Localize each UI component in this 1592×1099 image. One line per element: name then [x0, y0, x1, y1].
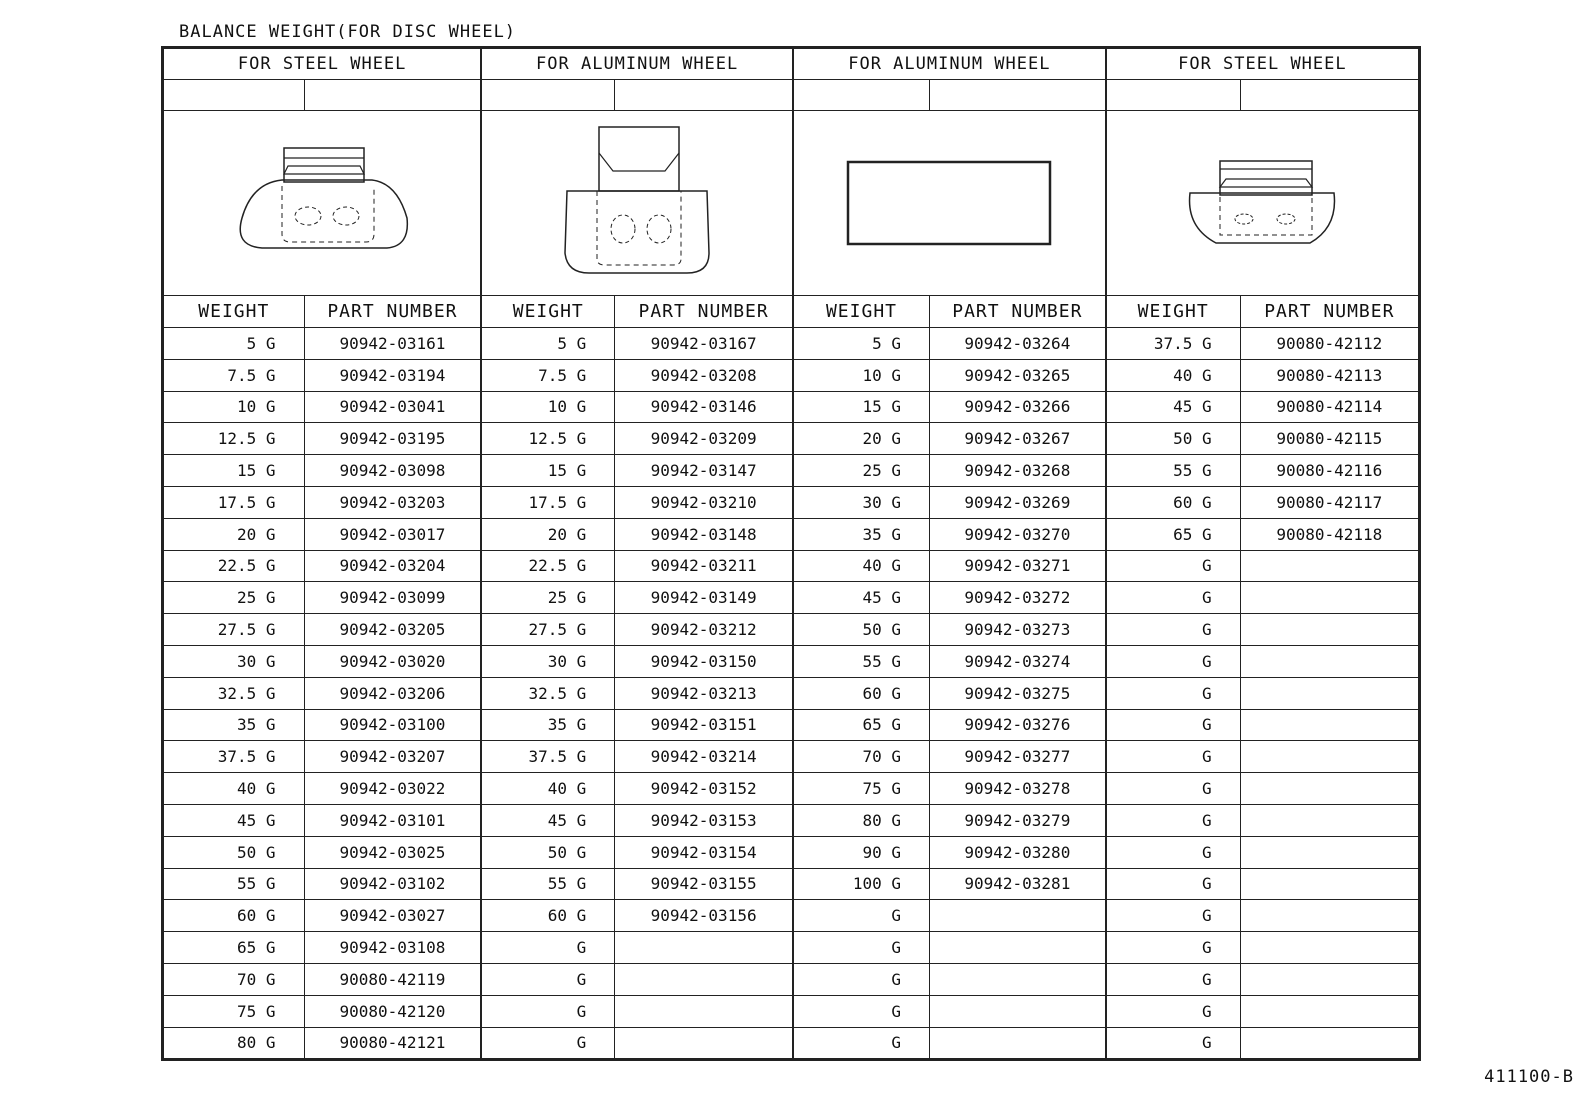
- part-number-cell: [1240, 741, 1418, 773]
- weight-cell: 50 G: [793, 614, 929, 646]
- weight-cell: 40 G: [164, 773, 305, 805]
- weight-cell: 5 G: [793, 328, 929, 360]
- weight-column-header: WEIGHT: [793, 296, 929, 328]
- weight-cell: 45 G: [481, 804, 614, 836]
- weight-cell: 80 G: [164, 1027, 305, 1059]
- part-number-cell: 90942-03206: [304, 677, 481, 709]
- weight-cell: G: [793, 963, 929, 995]
- part-number-cell: 90942-03279: [929, 804, 1105, 836]
- part-number-cell: 90942-03022: [304, 773, 481, 805]
- part-number-cell: 90080-42119: [304, 963, 481, 995]
- part-number-cell: [1240, 709, 1418, 741]
- part-number-column-header: PART NUMBER: [304, 296, 481, 328]
- part-number-cell: 90942-03277: [929, 741, 1105, 773]
- weight-cell: 60 G: [793, 677, 929, 709]
- weight-cell: 50 G: [481, 836, 614, 868]
- weight-cell: G: [1106, 868, 1240, 900]
- part-number-cell: 90942-03098: [304, 455, 481, 487]
- part-number-cell: 90942-03211: [615, 550, 793, 582]
- weight-cell: 25 G: [793, 455, 929, 487]
- aluminum-clip-weight-illustration: [481, 111, 793, 296]
- weight-cell: 55 G: [1106, 455, 1240, 487]
- weight-cell: 17.5 G: [481, 486, 614, 518]
- section-heading: FOR ALUMINUM WHEEL: [481, 49, 793, 80]
- steel-clip-weight-icon: [222, 138, 422, 268]
- part-number-cell: 90942-03153: [615, 804, 793, 836]
- weight-cell: 20 G: [481, 518, 614, 550]
- weight-cell: 45 G: [164, 804, 305, 836]
- blank-cell: [1106, 80, 1240, 111]
- weight-cell: 10 G: [793, 359, 929, 391]
- part-number-cell: 90942-03167: [615, 328, 793, 360]
- part-number-cell: 90942-03281: [929, 868, 1105, 900]
- weight-cell: 27.5 G: [481, 614, 614, 646]
- part-number-cell: [929, 900, 1105, 932]
- table-row: [164, 1027, 1419, 1059]
- weight-cell: 60 G: [164, 900, 305, 932]
- weight-cell: G: [481, 963, 614, 995]
- weight-cell: 20 G: [793, 423, 929, 455]
- adhesive-weight-illustration: [793, 111, 1106, 296]
- table-row: [164, 741, 1419, 773]
- part-number-cell: 90942-03273: [929, 614, 1105, 646]
- part-number-cell: 90942-03274: [929, 645, 1105, 677]
- weight-cell: 55 G: [793, 645, 929, 677]
- weight-cell: 60 G: [1106, 486, 1240, 518]
- weight-cell: 37.5 G: [481, 741, 614, 773]
- section-heading: FOR STEEL WHEEL: [164, 49, 482, 80]
- weight-cell: 30 G: [481, 645, 614, 677]
- table-row: [164, 709, 1419, 741]
- part-number-cell: [1240, 963, 1418, 995]
- aluminum-clip-weight-icon: [537, 123, 737, 283]
- table-row: [164, 995, 1419, 1027]
- weight-cell: 35 G: [164, 709, 305, 741]
- part-number-cell: 90942-03100: [304, 709, 481, 741]
- part-number-cell: 90942-03214: [615, 741, 793, 773]
- weight-cell: G: [1106, 995, 1240, 1027]
- table-row: [164, 645, 1419, 677]
- part-number-column-header: PART NUMBER: [929, 296, 1105, 328]
- weight-cell: 32.5 G: [164, 677, 305, 709]
- part-number-cell: 90080-42118: [1240, 518, 1418, 550]
- part-number-cell: 90942-03267: [929, 423, 1105, 455]
- part-number-cell: 90942-03155: [615, 868, 793, 900]
- weight-cell: 40 G: [481, 773, 614, 805]
- weight-cell: 50 G: [1106, 423, 1240, 455]
- part-number-cell: 90080-42121: [304, 1027, 481, 1059]
- weight-cell: 7.5 G: [164, 359, 305, 391]
- weight-cell: 37.5 G: [1106, 328, 1240, 360]
- section-heading: FOR STEEL WHEEL: [1106, 49, 1419, 80]
- part-number-cell: 90942-03275: [929, 677, 1105, 709]
- weight-cell: 27.5 G: [164, 614, 305, 646]
- weight-cell: 5 G: [164, 328, 305, 360]
- part-number-cell: 90942-03268: [929, 455, 1105, 487]
- blank-cell: [793, 80, 929, 111]
- part-number-cell: 90942-03041: [304, 391, 481, 423]
- part-number-cell: 90942-03148: [615, 518, 793, 550]
- weight-cell: 65 G: [793, 709, 929, 741]
- weight-cell: 75 G: [164, 995, 305, 1027]
- part-number-cell: 90942-03151: [615, 709, 793, 741]
- part-number-cell: 90942-03280: [929, 836, 1105, 868]
- weight-cell: G: [481, 995, 614, 1027]
- weight-cell: G: [481, 932, 614, 964]
- weight-cell: 15 G: [793, 391, 929, 423]
- part-number-column-header: PART NUMBER: [1240, 296, 1418, 328]
- part-number-cell: 90942-03209: [615, 423, 793, 455]
- blank-cell: [929, 80, 1105, 111]
- table-row: [164, 900, 1419, 932]
- weight-cell: G: [793, 932, 929, 964]
- part-number-cell: [1240, 1027, 1418, 1059]
- part-number-cell: [929, 932, 1105, 964]
- weight-cell: 12.5 G: [481, 423, 614, 455]
- part-number-cell: 90942-03265: [929, 359, 1105, 391]
- weight-cell: G: [1106, 550, 1240, 582]
- part-number-cell: [1240, 677, 1418, 709]
- weight-cell: 20 G: [164, 518, 305, 550]
- part-number-cell: [1240, 645, 1418, 677]
- weight-cell: 30 G: [793, 486, 929, 518]
- weight-cell: G: [1106, 804, 1240, 836]
- part-number-cell: 90942-03205: [304, 614, 481, 646]
- part-number-cell: [1240, 773, 1418, 805]
- section-heading: FOR ALUMINUM WHEEL: [793, 49, 1106, 80]
- part-number-cell: 90942-03108: [304, 932, 481, 964]
- part-number-cell: [929, 995, 1105, 1027]
- weight-cell: 55 G: [164, 868, 305, 900]
- steel-clip-weight-illustration: [164, 111, 482, 296]
- weight-cell: G: [1106, 709, 1240, 741]
- part-number-cell: 90942-03271: [929, 550, 1105, 582]
- part-number-cell: 90942-03278: [929, 773, 1105, 805]
- steel-clip-weight-small-illustration: [1106, 111, 1419, 296]
- weight-cell: G: [1106, 932, 1240, 964]
- part-number-column-header: PART NUMBER: [615, 296, 793, 328]
- weight-cell: 10 G: [164, 391, 305, 423]
- part-number-cell: 90942-03147: [615, 455, 793, 487]
- weight-cell: G: [1106, 1027, 1240, 1059]
- weight-cell: 80 G: [793, 804, 929, 836]
- weight-cell: G: [1106, 645, 1240, 677]
- weight-cell: 15 G: [481, 455, 614, 487]
- part-number-cell: 90942-03102: [304, 868, 481, 900]
- part-number-cell: [1240, 900, 1418, 932]
- weight-cell: G: [1106, 900, 1240, 932]
- table-row: [164, 359, 1419, 391]
- part-number-cell: 90080-42112: [1240, 328, 1418, 360]
- part-number-cell: 90942-03213: [615, 677, 793, 709]
- part-number-cell: [1240, 804, 1418, 836]
- weight-cell: G: [793, 995, 929, 1027]
- table-row: [164, 582, 1419, 614]
- part-number-cell: 90942-03161: [304, 328, 481, 360]
- part-number-cell: 90942-03152: [615, 773, 793, 805]
- part-number-cell: 90942-03195: [304, 423, 481, 455]
- weight-cell: 32.5 G: [481, 677, 614, 709]
- table-row: [164, 773, 1419, 805]
- weight-cell: G: [1106, 773, 1240, 805]
- part-number-cell: 90942-03149: [615, 582, 793, 614]
- part-number-cell: 90942-03266: [929, 391, 1105, 423]
- part-number-cell: [929, 1027, 1105, 1059]
- part-number-cell: 90080-42120: [304, 995, 481, 1027]
- weight-cell: G: [1106, 836, 1240, 868]
- part-number-cell: 90942-03146: [615, 391, 793, 423]
- table-row: [164, 868, 1419, 900]
- weight-cell: 35 G: [481, 709, 614, 741]
- part-number-cell: 90942-03150: [615, 645, 793, 677]
- weight-cell: 15 G: [164, 455, 305, 487]
- part-number-cell: 90942-03027: [304, 900, 481, 932]
- table-row: [164, 550, 1419, 582]
- weight-cell: G: [1106, 741, 1240, 773]
- part-number-cell: 90942-03017: [304, 518, 481, 550]
- part-number-cell: 90942-03020: [304, 645, 481, 677]
- weight-column-header: WEIGHT: [164, 296, 305, 328]
- part-number-cell: 90942-03276: [929, 709, 1105, 741]
- balance-weight-table: [161, 46, 1421, 1061]
- table-row: [164, 963, 1419, 995]
- blank-cell: [481, 80, 614, 111]
- weight-cell: 45 G: [1106, 391, 1240, 423]
- weight-cell: 17.5 G: [164, 486, 305, 518]
- part-number-cell: 90942-03212: [615, 614, 793, 646]
- table-row: [164, 836, 1419, 868]
- weight-cell: 65 G: [1106, 518, 1240, 550]
- weight-cell: 70 G: [164, 963, 305, 995]
- steel-clip-weight-small-icon: [1182, 153, 1342, 253]
- adhesive-weight-icon: [844, 158, 1054, 248]
- weight-cell: 25 G: [481, 582, 614, 614]
- part-number-cell: 90942-03269: [929, 486, 1105, 518]
- table-row: [164, 423, 1419, 455]
- table-row: [164, 932, 1419, 964]
- weight-cell: 50 G: [164, 836, 305, 868]
- weight-cell: 5 G: [481, 328, 614, 360]
- table-row: [164, 804, 1419, 836]
- table-row: [164, 455, 1419, 487]
- part-number-cell: 90942-03025: [304, 836, 481, 868]
- table-row: [164, 328, 1419, 360]
- part-number-cell: [615, 995, 793, 1027]
- weight-cell: 30 G: [164, 645, 305, 677]
- weight-cell: 100 G: [793, 868, 929, 900]
- part-number-cell: 90942-03194: [304, 359, 481, 391]
- weight-column-header: WEIGHT: [481, 296, 614, 328]
- blank-cell: [615, 80, 793, 111]
- figure-code: 411100-B: [1484, 1067, 1574, 1087]
- part-number-cell: [1240, 932, 1418, 964]
- part-number-cell: [615, 932, 793, 964]
- part-number-cell: [1240, 868, 1418, 900]
- part-number-cell: 90080-42114: [1240, 391, 1418, 423]
- weight-cell: 75 G: [793, 773, 929, 805]
- weight-cell: 10 G: [481, 391, 614, 423]
- weight-cell: 25 G: [164, 582, 305, 614]
- part-number-cell: 90942-03210: [615, 486, 793, 518]
- table-row: [164, 486, 1419, 518]
- weight-cell: 37.5 G: [164, 741, 305, 773]
- part-number-cell: [1240, 582, 1418, 614]
- weight-cell: 90 G: [793, 836, 929, 868]
- part-number-cell: 90942-03154: [615, 836, 793, 868]
- blank-cell: [1240, 80, 1418, 111]
- weight-cell: 12.5 G: [164, 423, 305, 455]
- weight-cell: 35 G: [793, 518, 929, 550]
- blank-cell: [304, 80, 481, 111]
- weight-cell: G: [481, 1027, 614, 1059]
- part-number-cell: 90080-42117: [1240, 486, 1418, 518]
- part-number-cell: 90942-03207: [304, 741, 481, 773]
- part-number-cell: [615, 963, 793, 995]
- part-number-cell: [1240, 614, 1418, 646]
- part-number-cell: 90942-03272: [929, 582, 1105, 614]
- weight-cell: 22.5 G: [164, 550, 305, 582]
- part-number-cell: [1240, 836, 1418, 868]
- weight-cell: 60 G: [481, 900, 614, 932]
- weight-cell: G: [793, 1027, 929, 1059]
- table-row: [164, 391, 1419, 423]
- weight-cell: G: [1106, 963, 1240, 995]
- part-number-cell: 90080-42113: [1240, 359, 1418, 391]
- part-number-cell: [1240, 550, 1418, 582]
- part-number-cell: [615, 1027, 793, 1059]
- weight-cell: 40 G: [793, 550, 929, 582]
- part-number-cell: 90942-03270: [929, 518, 1105, 550]
- weight-cell: 65 G: [164, 932, 305, 964]
- weight-cell: 55 G: [481, 868, 614, 900]
- part-number-cell: 90942-03204: [304, 550, 481, 582]
- weight-cell: G: [1106, 614, 1240, 646]
- part-number-cell: 90942-03203: [304, 486, 481, 518]
- weight-column-header: WEIGHT: [1106, 296, 1240, 328]
- part-number-cell: 90942-03099: [304, 582, 481, 614]
- weight-cell: G: [1106, 582, 1240, 614]
- part-number-cell: 90942-03156: [615, 900, 793, 932]
- weight-cell: G: [1106, 677, 1240, 709]
- weight-cell: 22.5 G: [481, 550, 614, 582]
- weight-cell: 40 G: [1106, 359, 1240, 391]
- weight-cell: 7.5 G: [481, 359, 614, 391]
- part-number-cell: 90080-42115: [1240, 423, 1418, 455]
- table-row: [164, 677, 1419, 709]
- weight-cell: G: [793, 900, 929, 932]
- blank-cell: [164, 80, 305, 111]
- table-row: [164, 518, 1419, 550]
- part-number-cell: 90080-42116: [1240, 455, 1418, 487]
- part-number-cell: [1240, 995, 1418, 1027]
- part-number-cell: 90942-03264: [929, 328, 1105, 360]
- table-row: [164, 614, 1419, 646]
- part-number-cell: [929, 963, 1105, 995]
- weight-cell: 45 G: [793, 582, 929, 614]
- part-number-cell: 90942-03101: [304, 804, 481, 836]
- page-title: BALANCE WEIGHT(FOR DISC WHEEL): [179, 22, 517, 42]
- part-number-cell: 90942-03208: [615, 359, 793, 391]
- weight-cell: 70 G: [793, 741, 929, 773]
